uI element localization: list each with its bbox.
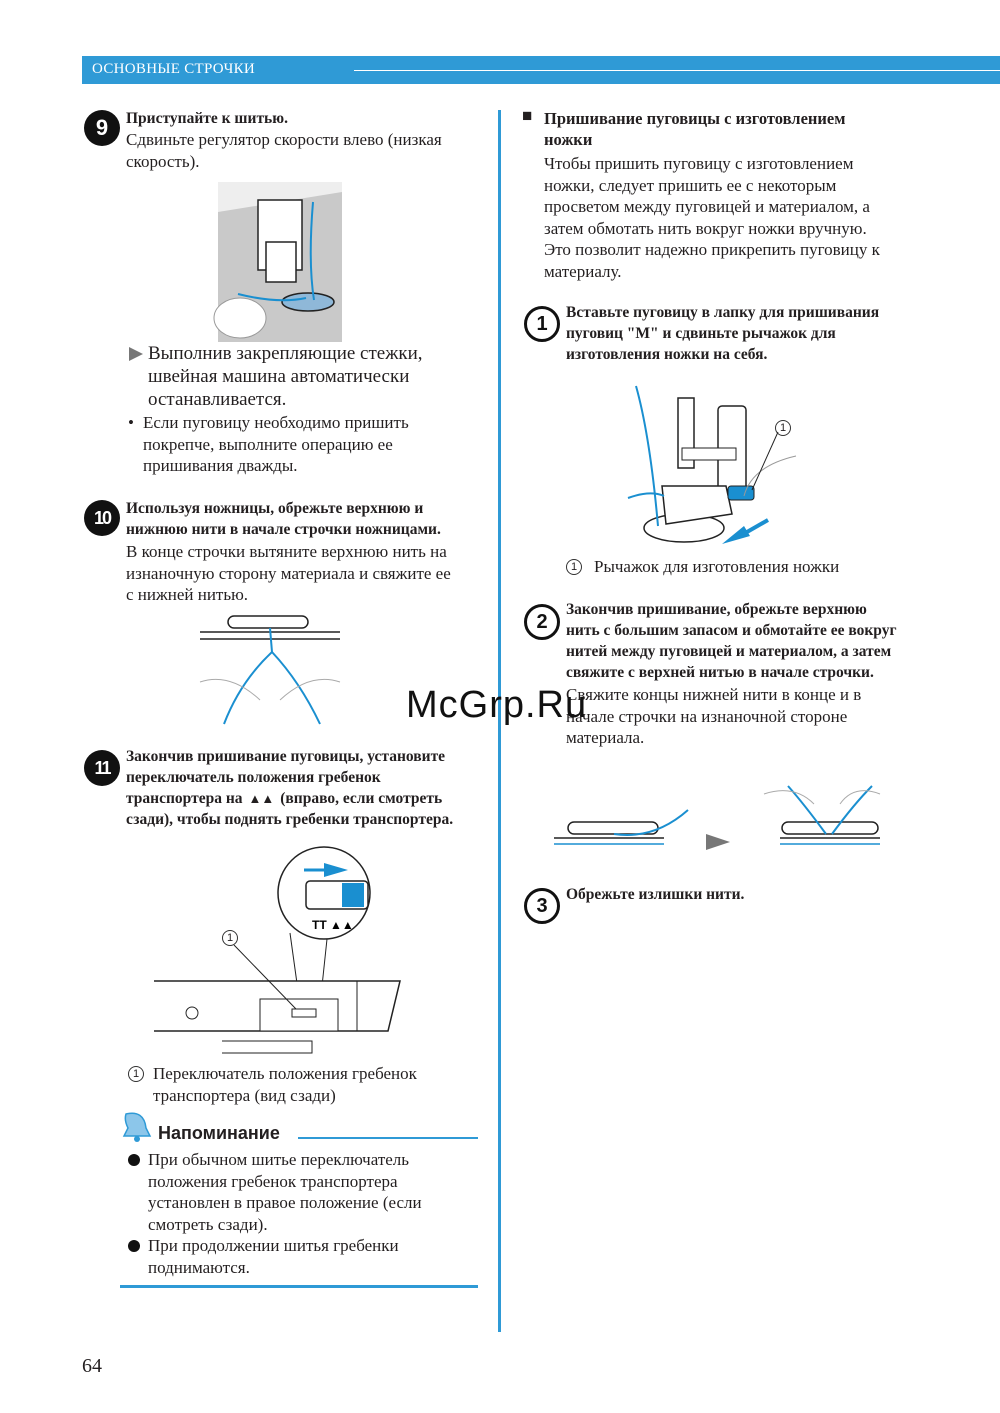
memo-bullet-2 xyxy=(128,1240,140,1252)
step-11-caption: Переключатель положения гребенок транспортера (вид сзади) xyxy=(153,1064,417,1105)
step-3-title: Обрежьте излишки нити. xyxy=(566,886,745,903)
header-rule xyxy=(354,70,1000,71)
memo-title-rule xyxy=(298,1137,478,1139)
switch-callout-number: 1 xyxy=(222,930,238,946)
feed-dogs-up-icon: ▲▲ xyxy=(248,791,275,806)
step-10-title: Используя ножницы, обрежьте верхнюю и нижнюю нити в начале строчки ножницами. xyxy=(126,500,441,538)
step-9-title: Приступайте к шитью. xyxy=(126,110,288,127)
step-1-title: Вставьте пуговицу в лапку для пришивания пуговиц "M" и сдвиньте рычажок для изготовления ножки на себя. xyxy=(566,304,880,363)
thread-tie-illustration xyxy=(200,612,340,732)
step-2-title: Закончив пришивание, обрежьте верхнюю нить с большим запасом и обмотайте ее вокруг нитей между пуговицей и материалом, а затем свяжите с верхней нитью в начале строчки. xyxy=(566,601,897,681)
memo-bottom-rule xyxy=(120,1285,478,1288)
shank-wrap-illustration xyxy=(554,764,884,858)
section-marker: ■ xyxy=(522,106,533,125)
step-9-badge: 9 xyxy=(84,110,120,146)
memo-item-2: При продолжении шитья гребенки поднимаются. xyxy=(148,1236,399,1277)
step-11-badge: 11 xyxy=(84,750,120,786)
step-1-caption: Рычажок для изготовления ножки xyxy=(594,557,840,576)
section-header-title: ОСНОВНЫЕ СТРОЧКИ xyxy=(92,61,256,77)
svg-text:TT ▲▲: TT ▲▲ xyxy=(312,918,354,932)
step-9-result: Выполнив закрепляющие стежки, швейная машина автоматически останавливается. xyxy=(148,343,423,410)
memo-title: Напоминание xyxy=(158,1123,280,1143)
step-11-title: Закончив пришивание пуговицы, установите переключатель положения гребенок транспортера на ▲▲ (вправо, если смотреть сзади), чтобы поднять гребенки транспортера. xyxy=(126,748,454,828)
step-2-body: Свяжите концы нижней нити в конце и в начале строчки на изнаночной стороне материала. xyxy=(566,685,862,747)
shank-lever-illustration xyxy=(622,386,802,550)
lever-caption-number: 1 xyxy=(566,559,582,575)
memo-item-1: При обычном шитье переключатель положения гребенок транспортера установлен в правое положение (если смотреть сзади). xyxy=(148,1150,422,1234)
lever-callout-number: 1 xyxy=(775,420,791,436)
step-9-note: Если пуговицу необходимо пришить покрепче, выполните операцию ее пришивания дважды. xyxy=(143,413,409,475)
watermark-text: McGrp.Ru xyxy=(406,684,588,726)
step-3-badge: 3 xyxy=(524,888,560,924)
page-number: 64 xyxy=(82,1355,102,1377)
section-body: Чтобы пришить пуговицу с изготовлением ножки, следует пришить ее с некоторым просветом между пуговицей и материалом, а затем обмотать нить вокруг ножки вручную. Это позволит надежно прикрепить пуговицу к материалу. xyxy=(544,154,880,281)
step-2-badge: 2 xyxy=(524,604,560,640)
section-title: Пришивание пуговицы с изготовлением ножки xyxy=(544,109,846,149)
switch-caption-number: 1 xyxy=(128,1066,144,1082)
step-9-body: Сдвиньте регулятор скорости влево (низкая скорость). xyxy=(126,130,442,171)
step-10-badge: 10 xyxy=(84,500,120,536)
step-10-body: В конце строчки вытяните верхнюю нить на изнаночную сторону материала и свяжите ее с нижней нитью. xyxy=(126,542,451,604)
memo-bell-icon xyxy=(120,1110,152,1142)
memo-bullet-1 xyxy=(128,1154,140,1166)
step-9-note-bullet: • xyxy=(128,413,134,432)
sewing-foot-illustration xyxy=(218,182,342,342)
feed-dog-switch-illustration xyxy=(152,845,412,1057)
section-header-bar xyxy=(82,56,1000,84)
result-arrow-icon xyxy=(128,346,144,362)
step-1-badge: 1 xyxy=(524,306,560,342)
